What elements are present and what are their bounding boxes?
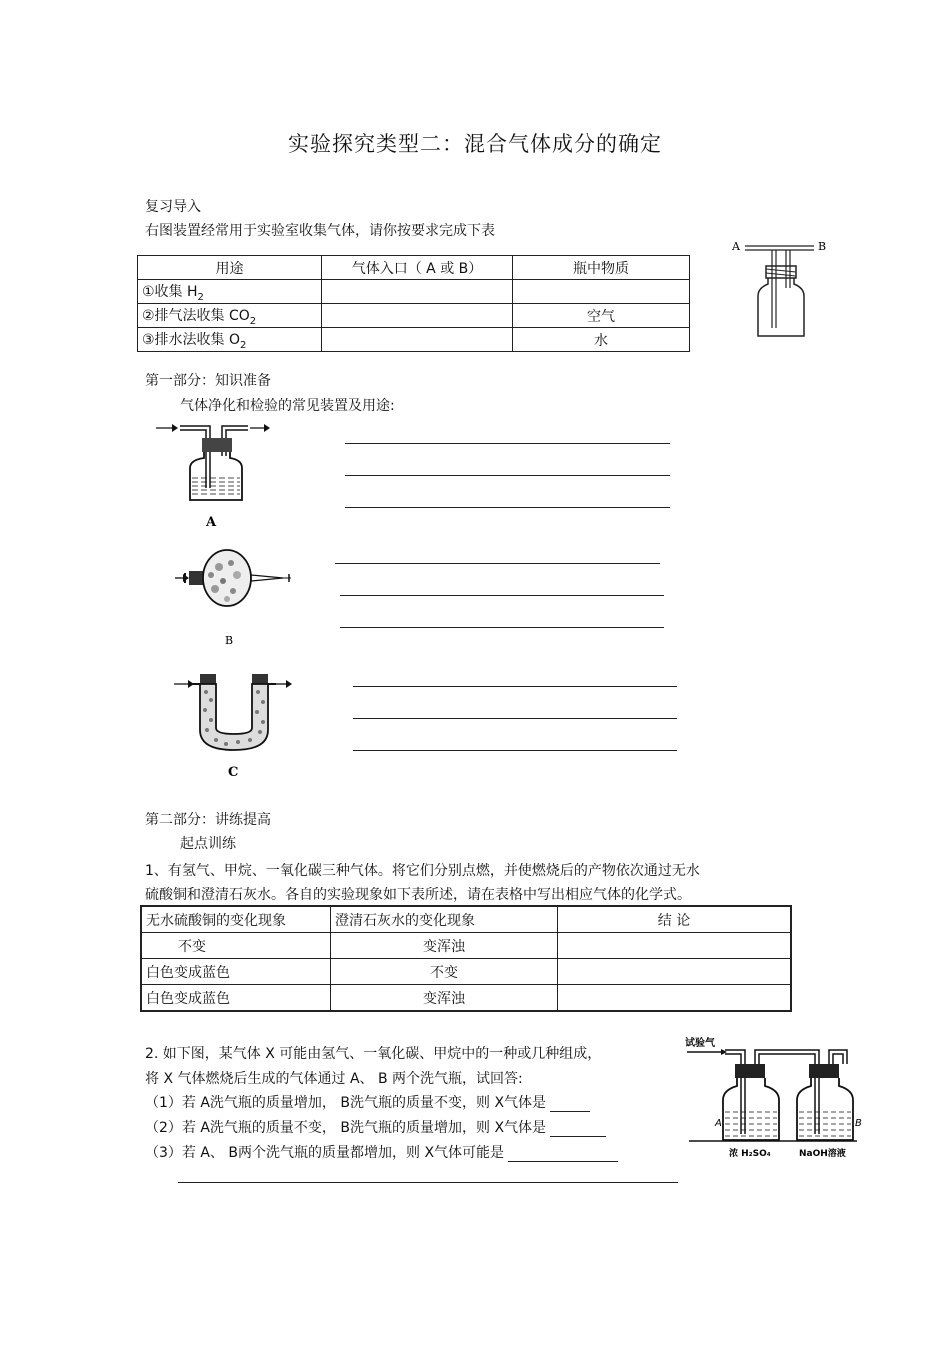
cell-use: ③排水法收集 $O_2$ xyxy=(138,328,322,352)
question-1-line-1: 1、有氢气、甲烷、一氧化碳三种气体。将它们分别点燃，并使燃烧后的产物依次通过无水 xyxy=(145,863,700,879)
question-2-sub-3: （3）若 A、 B两个洗气瓶的质量都增加，则 X气体可能是 xyxy=(145,1142,618,1162)
table-row xyxy=(141,933,791,959)
answer-line[interactable] xyxy=(345,507,670,508)
label-a: A xyxy=(732,240,740,253)
header-cuso4: 无水硫酸铜的变化现象 xyxy=(141,906,331,933)
table-row xyxy=(138,280,690,304)
answer-blank[interactable] xyxy=(550,1122,606,1137)
review-table xyxy=(137,255,690,352)
question-2-line-1: 2. 如下图，某气体 X 可能由氢气、一氧化碳、甲烷中的一种或几种组成， xyxy=(145,1046,602,1062)
cell-use: ①收集 $H_2$ xyxy=(138,280,322,304)
cell-cuso4: 白色变成蓝色 xyxy=(141,959,331,985)
table-header-row xyxy=(141,906,791,933)
cell-content: 空气 xyxy=(513,304,690,328)
review-heading: 复习导入 xyxy=(145,199,201,215)
part1-heading: 第一部分：知识准备 xyxy=(145,373,271,389)
answer-blank[interactable] xyxy=(550,1097,590,1112)
cell-conclusion[interactable] xyxy=(558,959,792,985)
question-2-sub-2: （2）若 A洗气瓶的质量不变， B洗气瓶的质量增加，则 X气体是 xyxy=(145,1117,606,1137)
device-label-b: B xyxy=(225,634,234,647)
drying-tube-device xyxy=(175,545,295,655)
answer-line[interactable] xyxy=(335,563,660,564)
device-label-c: C xyxy=(228,765,239,780)
two-wash-bottles-figure xyxy=(685,1034,860,1164)
answer-line[interactable] xyxy=(340,595,664,596)
answer-line[interactable] xyxy=(353,686,677,687)
cell-conclusion[interactable] xyxy=(558,933,792,959)
page-title: 实验探究类型二：混合气体成分的确定 xyxy=(288,132,662,156)
wash-bottle-device xyxy=(150,418,280,533)
table-row xyxy=(141,959,791,985)
gas-bottle-apparatus xyxy=(728,236,828,342)
table-row xyxy=(138,304,690,328)
table-row xyxy=(141,985,791,1012)
cell-inlet[interactable] xyxy=(322,304,513,328)
cell-limewater: 不变 xyxy=(331,959,558,985)
u-tube-device xyxy=(170,668,305,783)
reagent-a-label: 浓 H₂SO₄ xyxy=(729,1149,771,1159)
header-use: 用途 xyxy=(138,256,322,280)
review-instruction: 右图装置经常用于实验室收集气体，请你按要求完成下表 xyxy=(145,223,495,239)
bottle-b-label: B xyxy=(855,1118,862,1129)
header-conclusion: 结 论 xyxy=(558,906,792,933)
q1-table xyxy=(140,905,792,1012)
cell-use: ②排气法收集 $CO_2$ xyxy=(138,304,322,328)
answer-line[interactable] xyxy=(345,443,670,444)
answer-line[interactable] xyxy=(353,750,677,751)
cell-conclusion[interactable] xyxy=(558,985,792,1012)
part1-subheading: 气体净化和检验的常见装置及用途: xyxy=(180,398,395,414)
cell-cuso4: 白色变成蓝色 xyxy=(141,985,331,1012)
answer-line[interactable] xyxy=(353,718,677,719)
header-limewater: 澄清石灰水的变化现象 xyxy=(331,906,558,933)
cell-limewater: 变浑浊 xyxy=(331,985,558,1012)
part2-heading: 第二部分：讲练提高 xyxy=(145,812,271,828)
table-row xyxy=(138,328,690,352)
gas-in-label: 试验气 xyxy=(685,1038,715,1049)
device-label-a: A xyxy=(206,515,217,530)
question-2-sub-1: （1）若 A洗气瓶的质量增加， B洗气瓶的质量不变，则 X气体是 xyxy=(145,1092,590,1112)
header-content: 瓶中物质 xyxy=(513,256,690,280)
part2-subheading: 起点训练 xyxy=(180,836,236,852)
answer-line[interactable] xyxy=(178,1182,678,1183)
answer-line[interactable] xyxy=(340,627,664,628)
header-inlet: 气体入口（ A 或 B） xyxy=(322,256,513,280)
label-b: B xyxy=(818,240,827,253)
cell-content: 水 xyxy=(513,328,690,352)
bottle-a-label: A xyxy=(715,1118,722,1129)
cell-inlet[interactable] xyxy=(322,328,513,352)
cell-content[interactable] xyxy=(513,280,690,304)
answer-line[interactable] xyxy=(345,475,670,476)
answer-blank[interactable] xyxy=(508,1147,618,1162)
reagent-b-label: NaOH溶液 xyxy=(799,1149,846,1159)
cell-inlet[interactable] xyxy=(322,280,513,304)
cell-cuso4: 不变 xyxy=(141,933,331,959)
question-1-line-2: 硫酸铜和澄清石灰水。各自的实验现象如下表所述，请在表格中写出相应气体的化学式。 xyxy=(145,887,691,903)
question-2-line-2: 将 X 气体燃烧后生成的气体通过 A、 B 两个洗气瓶，试回答: xyxy=(145,1071,523,1087)
table-header-row xyxy=(138,256,690,280)
cell-limewater: 变浑浊 xyxy=(331,933,558,959)
